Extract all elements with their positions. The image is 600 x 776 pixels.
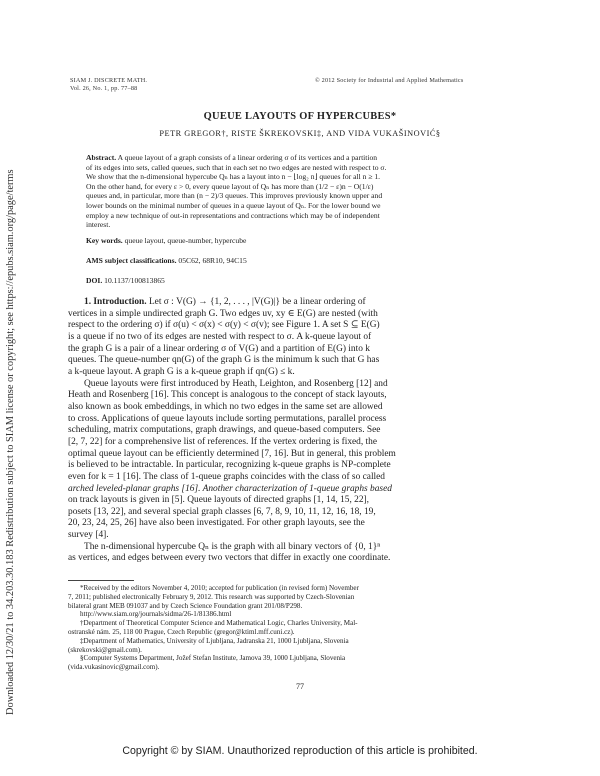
- intro-line: optimal queue layout can be efficiently determined [7, 16]. But in general, this problem: [68, 448, 396, 459]
- footnote-line: ‡Department of Mathematics, University of Ljubljana, Jadranska 21, 1000 Ljubljana, Slovenia: [80, 636, 349, 645]
- abstract: [86, 153, 531, 230]
- intro-line: Queue layouts were first introduced by Heath, Leighton, and Rosenberg [12] and: [84, 378, 388, 389]
- abstract-line: of its edges into sets, called queues, such that in each set no two edges are nested with respect to σ.: [86, 162, 387, 172]
- footnote-link[interactable]: http://www.siam.org/journals/sidma/26-1/81386.html: [80, 610, 232, 619]
- intro-line: arched leveled-planar graphs [16]. Another characterization of 1-queue graphs based: [68, 483, 392, 494]
- intro-line: vertices in a simple undirected graph G. Two edges uv, xy ∈ E(G) are nested (with: [68, 308, 378, 319]
- intro-line: is a queue if no two of its edges are nested with respect to σ. A k-queue layout of: [68, 331, 372, 342]
- sidebar-download-notice: [3, 125, 17, 715]
- volume-info: Vol. 26, No. 1, pp. 77–88: [70, 85, 138, 92]
- page-number: 77: [296, 682, 304, 691]
- footnote-line: †Department of Theoretical Computer Science and Mathematical Logic, Charles University, Mal-: [80, 619, 358, 628]
- ams-text: 05C62, 68R10, 94C15: [178, 256, 247, 265]
- copyright-header: © 2012 Society for Industrial and Applied Mathematics: [315, 77, 464, 84]
- abstract-line: On the other hand, for every ε > 0, every queue layout of Qₙ has more than (1/2 − ε)n − O(1/ε): [86, 181, 374, 191]
- introduction-section: [68, 297, 534, 565]
- intro-line: on track layouts is given in [5]. Queue layouts of directed graphs [1, 14, 15, 22],: [68, 495, 369, 506]
- footnote-line: (vida.vukasinovic@gmail.com).: [68, 663, 160, 672]
- intro-line: scheduling, matrix computations, graph drawings, and queue-based computers. See: [68, 425, 381, 436]
- footnotes: [68, 584, 534, 672]
- intro-line: 1. Introduction. Let σ : V(G) → {1, 2, . . . , |V(G)|} be a linear ordering of: [84, 297, 366, 307]
- abstract-label: Abstract.: [86, 153, 117, 162]
- keywords-label: Key words.: [86, 236, 123, 245]
- intro-line: queues. The queue-number qn(G) of the graph G is the minimum k such that G has: [68, 355, 380, 366]
- abstract-line: We show that the n-dimensional hypercube Qₙ has a layout into n − ⌊log₂ n⌋ queues for all n ≥ 1.: [86, 172, 381, 182]
- footnote-line: bilateral grant MEB 091037 and by Czech Science Foundation grant 201/08/P298.: [68, 601, 303, 610]
- footnote-line: *Received by the editors November 4, 2010; accepted for publication (in revised form) November: [80, 584, 359, 592]
- intro-line: respect to the ordering σ) if σ(u) < σ(x) < σ(y) < σ(v); see Figure 1. A set S ⊆ E(G): [68, 320, 380, 331]
- intro-line: survey [4].: [68, 530, 109, 541]
- abstract-line: Abstract. A queue layout of a graph consists of a linear ordering σ of its vertices and a partition: [86, 153, 378, 162]
- doi: [86, 276, 165, 285]
- intro-line: a k-queue layout. A graph G is a k-queue graph if qn(G) ≤ k.: [68, 366, 295, 377]
- section-heading: 1. Introduction.: [84, 297, 147, 307]
- intro-line: to cross. Applications of queue layouts include sorting permutations, parallel process: [68, 413, 387, 424]
- intro-line: the graph G is a pair of a linear ordering σ of V(G) and a partition of E(G) into k: [68, 343, 370, 354]
- intro-line: [2, 7, 22] for a comprehensive list of references. If the vertex ordering is fixed, the: [68, 436, 377, 447]
- ams-classifications: [86, 256, 247, 265]
- abstract-line: lower bounds on the minimal number of queues in a queue layout of Qₙ. For the lower bound we: [86, 200, 381, 210]
- keywords-text: queue layout, queue-number, hypercube: [124, 236, 247, 245]
- doi-label: DOI.: [86, 276, 103, 285]
- paper-title: QUEUE LAYOUTS OF HYPERCUBES*: [203, 111, 397, 122]
- keywords: [86, 236, 246, 245]
- doi-text: 10.1137/100813865: [104, 276, 165, 285]
- abstract-line: employ a new technique of out-in representations and contractions which may be of independent: [86, 210, 380, 220]
- footnote-rule: [68, 580, 134, 581]
- intro-line: Heath and Rosenberg [16]. This concept is analogous to the concept of stack layouts,: [68, 390, 387, 401]
- intro-line: posets [13, 22], and several special graph classes [6, 7, 8, 9, 10, 11, 12, 16, 18, 19,: [68, 506, 376, 517]
- abstract-line: interest.: [86, 220, 111, 230]
- footnote-line: 7, 2011; published electronically February 9, 2012. This research was supported by Czech-Slovenian: [68, 592, 355, 601]
- copyright-footer: Copyright © by SIAM. Unauthorized reproduction of this article is prohibited.: [122, 745, 478, 757]
- footnote-line: §Computer Systems Department, Jožef Stefan Institute, Jamova 39, 1000 Ljubljana, Slovenia: [80, 654, 346, 663]
- sidebar-text: Downloaded 12/30/21 to 34.203.30.183 Redistribution subject to SIAM license or copyright; see https://epubs.siam.org/page/terms: [5, 169, 16, 715]
- intro-line: is believed to be intractable. In particular, recognizing k-queue graphs is NP-complete: [68, 460, 391, 471]
- intro-line: 20, 23, 24, 25, 26] have also been investigated. For other graph layouts, see the: [68, 518, 365, 529]
- intro-line: The n-dimensional hypercube Qₙ is the graph with all binary vectors of {0, 1}ⁿ: [84, 541, 381, 552]
- journal-name: SIAM J. DISCRETE MATH.: [70, 77, 148, 84]
- intro-line: also known as book embeddings, in which no two edges in the same set are allowed: [68, 401, 383, 412]
- abstract-line: queues and, in particular, more than (n − 2)/3 queues. This improves previously known upper and: [86, 191, 383, 201]
- intro-line: even for k = 1 [16]. The class of 1-queue graphs coincides with the class of so called: [68, 471, 385, 482]
- footnote-line: (skrekovski@gmail.com).: [68, 645, 142, 654]
- footnote-line: ostranské nám. 25, 118 00 Prague, Czech Republic (gregor@ktiml.mff.cuni.cz).: [68, 627, 295, 636]
- ams-label: AMS subject classifications.: [86, 256, 177, 265]
- intro-line: as vertices, and edges between every two vectors that differ in exactly one coordinate.: [68, 553, 391, 564]
- author-list: PETR GREGOR†, RISTE ŠKREKOVSKI‡, AND VIDA VUKAŠINOVIĆ§: [159, 129, 441, 138]
